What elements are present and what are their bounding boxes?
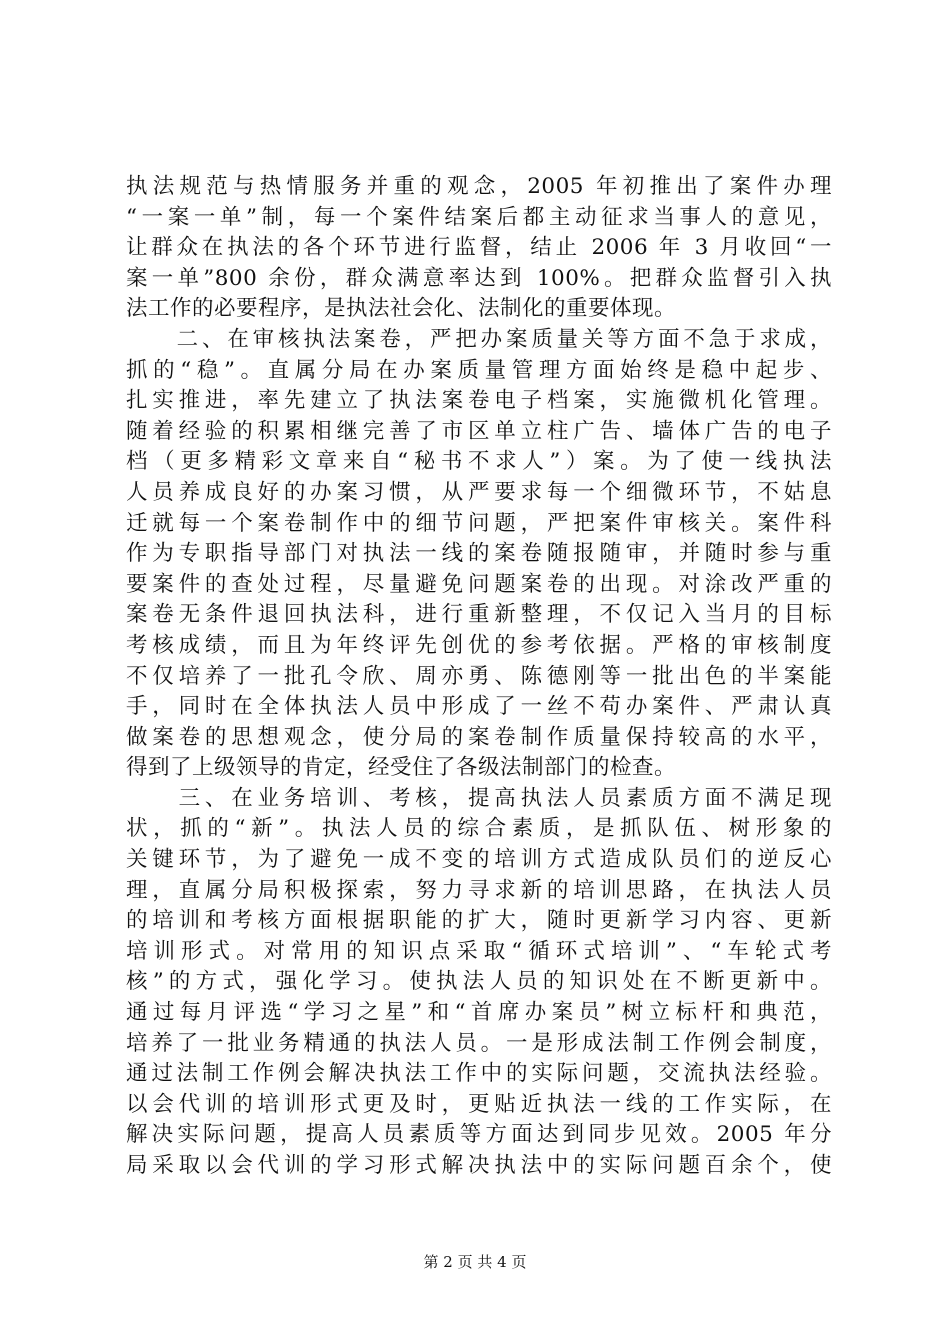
text-line: 关键环节，为了避免一成不变的培训方式造成队员们的逆反心 <box>126 847 832 873</box>
text-line: 核”的方式，强化学习。使执法人员的知识处在不断更新中。 <box>126 969 832 995</box>
text-line: 解决实际问题，提高人员素质等方面达到同步见效。2005 年分 <box>126 1122 832 1148</box>
text-line: 让群众在执法的各个环节进行监督，结止 2006 年 3 月收回“一 <box>126 235 832 261</box>
text-line: 人员养成良好的办案习惯，从严要求每一个细微环节，不姑息 <box>126 479 832 505</box>
text-line: 理，直属分局积极探索，努力寻求新的培训思路，在执法人员 <box>126 877 832 903</box>
text-line: 案卷无条件退回执法科，进行重新整理，不仅记入当月的目标 <box>126 602 832 628</box>
page-footer: 第 2 页 共 4 页 <box>423 1253 527 1271</box>
text-line: 不仅培养了一批孔令欣、周亦勇、陈德刚等一批出色的半案能 <box>126 663 832 689</box>
text-line: 法工作的必要程序，是执法社会化、法制化的重要体现。 <box>126 296 677 322</box>
text-line: 迁就每一个案卷制作中的细节问题，严把案件审核关。案件科 <box>126 510 832 536</box>
text-line: 状，抓的“新”。执法人员的综合素质，是抓队伍、树形象的 <box>126 816 832 842</box>
text-line: 考核成绩，而且为年终评先创优的参考依据。严格的审核制度 <box>126 632 832 658</box>
body-text <box>126 172 832 1182</box>
text-line: 执法规范与热情服务并重的观念，2005 年初推出了案件办理 <box>126 174 832 199</box>
text-line: 案一单”800 余份，群众满意率达到 100%。把群众监督引入执 <box>126 265 832 291</box>
text-line: 以会代训的培训形式更及时，更贴近执法一线的工作实际，在 <box>126 1091 832 1117</box>
text-line: 扎实推进，率先建立了执法案卷电子档案，实施微机化管理。 <box>126 388 832 414</box>
text-line: 局采取以会代训的学习形式解决执法中的实际问题百余个，使 <box>126 1153 832 1178</box>
text-line: 抓的“稳”。直属分局在办案质量管理方面始终是稳中起步、 <box>126 357 832 383</box>
text-line: 通过每月评选“学习之星”和“首席办案员”树立标杆和典范， <box>126 1000 832 1026</box>
text-line: 培训形式。对常用的知识点采取“循环式培训”、“车轮式考 <box>126 938 832 964</box>
text-line: 得到了上级领导的肯定，经受住了各级法制部门的检查。 <box>126 755 677 781</box>
text-line: 作为专职指导部门对执法一线的案卷随报随审，并随时参与重 <box>126 541 832 567</box>
text-line: 三、在业务培训、考核，提高执法人员素质方面不满足现 <box>126 785 832 811</box>
text-line: “一案一单”制，每一个案件结案后都主动征求当事人的意见， <box>126 204 832 230</box>
text-line: 培养了一批业务精通的执法人员。一是形成法制工作例会制度， <box>126 1030 832 1056</box>
text-line: 通过法制工作例会解决执法工作中的实际问题，交流执法经验。 <box>126 1061 832 1087</box>
text-line: 随着经验的积累相继完善了市区单立柱广告、墙体广告的电子 <box>126 418 832 444</box>
text-line: 二、在审核执法案卷，严把办案质量关等方面不急于求成， <box>126 326 832 352</box>
text-line: 手，同时在全体执法人员中形成了一丝不苟办案件、严肃认真 <box>126 694 832 720</box>
text-line: 做案卷的思想观念，使分局的案卷制作质量保持较高的水平， <box>126 724 832 750</box>
text-line: 的培训和考核方面根据职能的扩大，随时更新学习内容、更新 <box>126 908 832 934</box>
text-line: 要案件的查处过程，尽量避免问题案卷的出现。对涂改严重的 <box>126 571 832 597</box>
text-line: 档（更多精彩文章来自“秘书不求人”）案。为了使一线执法 <box>126 449 832 475</box>
